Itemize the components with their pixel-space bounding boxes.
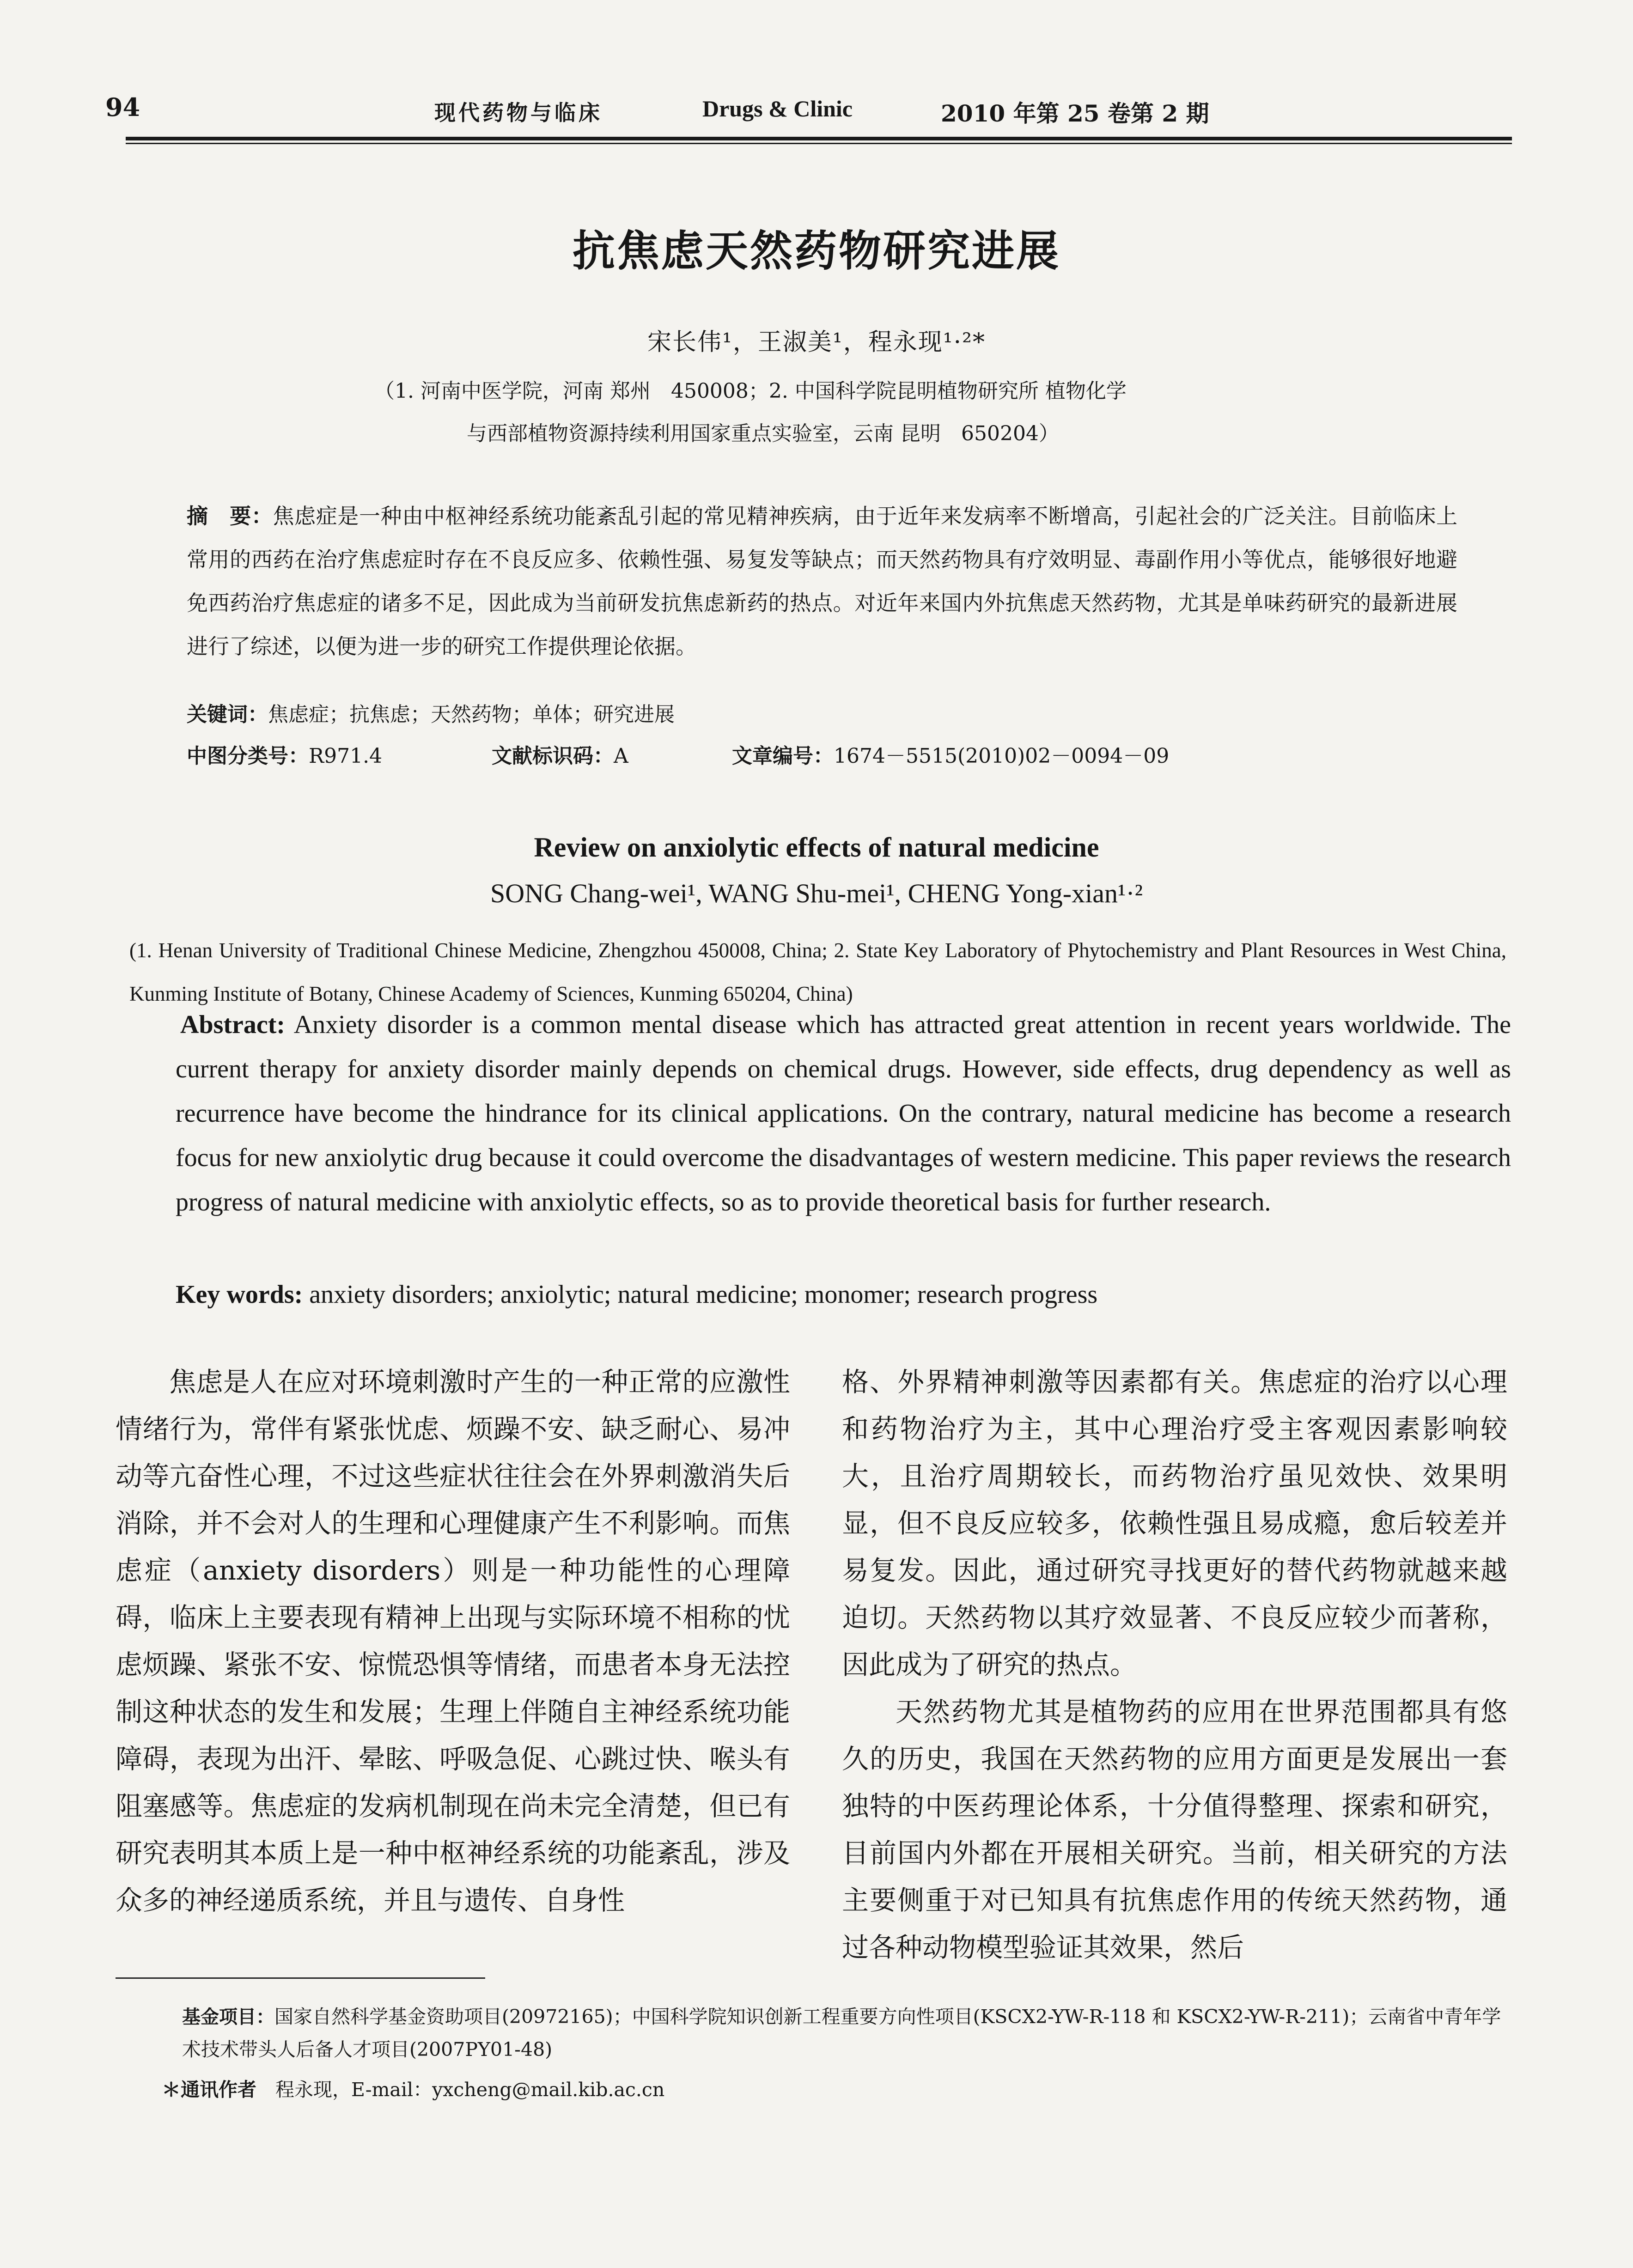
article-title-en: Review on anxiolytic effects of natural medicine [534,832,1099,863]
keywords-cn-text: 焦虑症；抗焦虑；天然药物；单体；研究进展 [268,703,675,726]
journal-name-cn: 现代药物与临床 [434,100,603,125]
journal-name-en: Drugs & Clinic [702,96,853,122]
abstract-en-label: Abstract: [180,1010,286,1039]
funding-footnote [182,2000,1513,2066]
document-code [492,739,628,769]
doc-label: 文献标识码： [492,744,614,768]
header-rule [126,137,1512,140]
funding-label: 基金项目： [182,2007,274,2028]
funding-text: 国家自然科学基金资助项目(20972165)；中国科学院知识创新工程重要方向性项目(KSCX2-YW-R-118 和 KSCX2-YW-R-211)；云南省中青年学术技术带头人后备人才项目(2007PY01-48) [182,2006,1501,2061]
body-column-left [116,1358,790,1924]
abstract-en-text: Anxiety disorder is a common mental disease which has attracted great attention in recent years worldwide. The current therapy for anxiety disorder mainly depends on chemical drugs. However, side effects, drug dependency as well as recurrence have become the hindrance for its clinical applications. On the contrary, natural medicine has become a research focus for new anxiolytic drug because it could overcome the disadvantages of western medicine. This paper reviews the research progress of natural medicine with anxiolytic effects, so as to provide theoretical basis for further research. [176,1010,1511,1216]
article-label: 文章编号： [732,744,834,768]
abstract-cn [187,494,1457,668]
body-paragraph: 天然药物尤其是植物药的应用在世界范围都具有悠久的历史，我国在天然药物的应用方面更是发展出一套独特的中医药理论体系，十分值得整理、探索和研究，目前国内外都在开展相关研究。当前，相关研究的方法主要侧重于对已知具有抗焦虑作用的传统天然药物，通过各种动物模型验证其效果，然后 [842,1696,1507,1963]
keywords-en-label: Key words: [176,1280,303,1309]
authors-cn: 宋长伟¹，王淑美¹，程永现¹·²* [647,328,986,356]
keywords-cn-label: 关键词： [187,703,268,726]
clc-label: 中图分类号： [187,744,309,768]
abstract-en [176,1003,1511,1224]
article-number [732,739,1169,769]
page-number: 94 [105,92,140,122]
abstract-cn-text: 焦虑症是一种由中枢神经系统功能紊乱引起的常见精神疾病，由于近年来发病率不断增高，引起社会的广泛关注。目前临床上常用的西药在治疗焦虑症时存在不良反应多、依赖性强、易复发等缺点；而天然药物具有疗效明显、毒副作用小等优点，能够很好地避免西药治疗焦虑症的诸多不足，因此成为当前研发抗焦虑新药的热点。对近年来国内外抗焦虑天然药物，尤其是单味药研究的最新进展进行了综述，以便为进一步的研究工作提供理论依据。 [187,504,1458,659]
clc-value: R971.4 [309,744,383,768]
clc-code [187,739,382,769]
corresponding-text: 程永现，E-mail：yxcheng@mail.kib.ac.cn [275,2079,665,2101]
authors-en: SONG Chang-wei¹, WANG Shu-mei¹, CHENG Yong-xian¹·² [490,878,1143,908]
body-paragraph: 格、外界精神刺激等因素都有关。焦虑症的治疗以心理和药物治疗为主，其中心理治疗受主客观因素影响较大，且治疗周期较长，而药物治疗虽见效快、效果明显，但不良反应较多，依赖性强且易成瘾，愈后较差并易复发。因此，通过研究寻找更好的替代药物就越来越迫切。天然药物以其疗效显著、不良反应较少而著称，因此成为了研究的热点。 [842,1366,1507,1680]
affiliation-cn-line2: 与西部植物资源持续利用国家重点实验室，云南 昆明 650204） [467,422,1059,445]
keywords-cn [187,698,675,727]
header-rule-thin [126,143,1512,144]
keywords-en [176,1280,1516,1309]
corresponding-author [162,2074,664,2102]
footnote-rule [116,1977,485,1979]
body-paragraph: 焦虑是人在应对环境刺激时产生的一种正常的应激性情绪行为，常伴有紧张忧虑、烦躁不安、缺乏耐心、易冲动等亢奋性心理，不过这些症状往往会在外界刺激消失后消除，并不会对人的生理和心理健康产生不利影响。而焦虑症（anxiety disorders）则是一种功能性的心理障碍，临床上主要表现有精神上出现与实际环境不相称的忧虑烦躁、紧张不安、惊慌恐惧等情绪，而患者本身无法控制这种状态的发生和发展；生理上伴随自主神经系统功能障碍，表现为出汗、晕眩、呼吸急促、心跳过快、喉头有阻塞感等。焦虑症的发病机制现在尚未完全清楚，但已有研究表明其本质上是一种中枢神经系统的功能紊乱，涉及众多的神经递质系统，并且与遗传、自身性 [116,1366,790,1916]
keywords-en-text: anxiety disorders; anxiolytic; natural medicine; monomer; research progress [303,1280,1098,1309]
affiliation-en: (1. Henan University of Traditional Chinese Medicine, Zhengzhou 450008, China; 2. State Key Laboratory of Phytochemistry and Plant Resources in West China, Kunming Institute of Botany, Chinese Academy of Sciences, Kunming 650204, China) [129,939,1506,1005]
corresponding-label: ＊通讯作者 [162,2079,256,2101]
abstract-cn-label: 摘 要： [187,504,273,529]
issue-info: 2010 年第 25 卷第 2 期 [941,100,1209,127]
article-value: 1674－5515(2010)02－0094－09 [834,744,1170,768]
body-column-right [842,1358,1507,1971]
doc-value: A [614,744,628,768]
affiliation-cn-line1: （1. 河南中医学院，河南 郑州 450008；2. 中国科学院昆明植物研究所 植物化学 [374,379,1127,403]
article-title-cn: 抗焦虑天然药物研究进展 [572,226,1060,276]
